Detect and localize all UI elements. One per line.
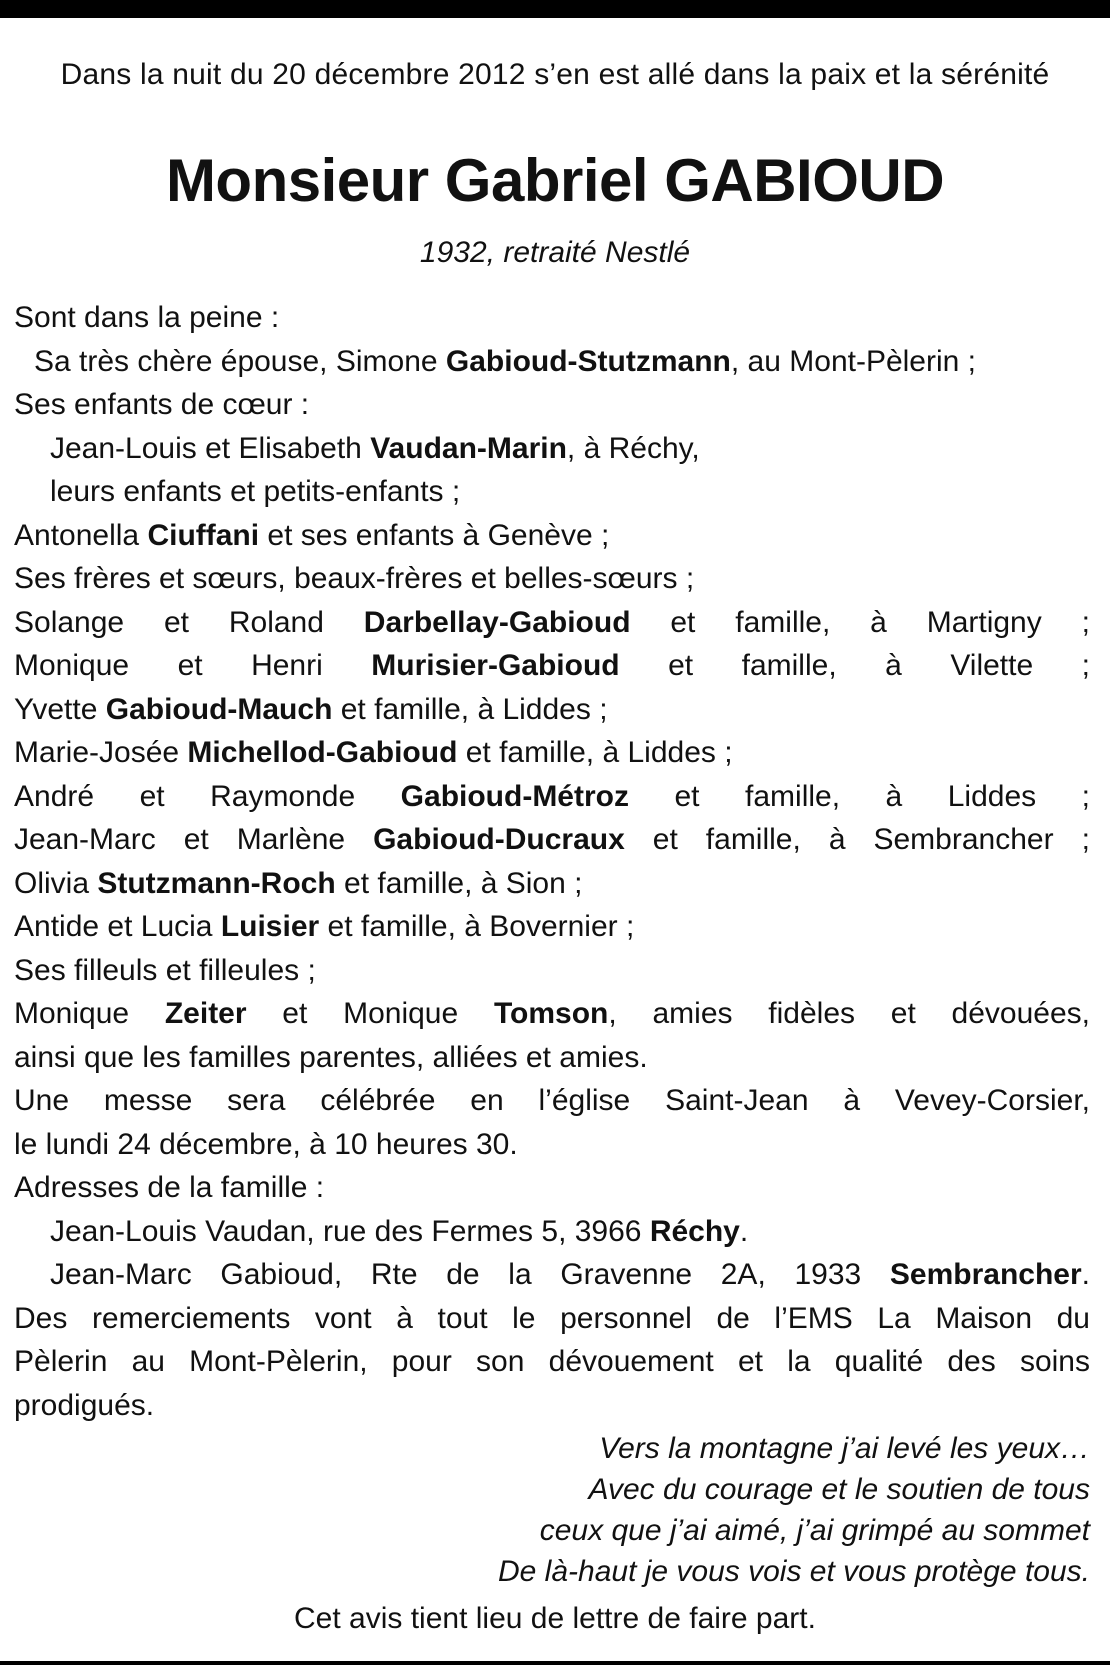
- mourner-line-murisier: Monique et Henri Murisier-Gabioud et famille, à Vilette ;: [14, 649, 1090, 682]
- bottom-border-rule: [0, 1661, 1110, 1665]
- poem: [330, 1428, 1090, 1592]
- mourner-line-vaudan: Jean-Louis et Elisabeth Vaudan-Marin, à Réchy,: [50, 431, 700, 465]
- families-line: ainsi que les familles parentes, alliées et amies.: [14, 1040, 648, 1074]
- mass-date-line: le lundi 24 décembre, à 10 heures 30.: [14, 1127, 518, 1161]
- thanks-line-1: Des remerciements vont à tout le personnel de l’EMS La Maison du: [14, 1301, 1090, 1335]
- mourner-line-friends: Monique Zeiter et Monique Tomson, amies fidèles et dévouées,: [14, 997, 1090, 1030]
- mass-line: Une messe sera célébrée en l’église Saint-Jean à Vevey-Corsier,: [14, 1084, 1090, 1117]
- thanks-line-2: Pèlerin au Mont-Pèlerin, pour son dévouement et la qualité des soins: [14, 1345, 1090, 1378]
- notice-body: [14, 296, 1090, 1427]
- mourner-line-grandchildren: leurs enfants et petits-enfants ;: [50, 475, 461, 508]
- address-line-gabioud: Jean-Marc Gabioud, Rte de la Gravenne 2A, 1933 Sembrancher.: [50, 1258, 1090, 1291]
- children-heading: Ses enfants de cœur :: [14, 388, 310, 421]
- mourner-line-stutzmann-roch: Olivia Stutzmann-Roch et famille, à Sion ;: [14, 866, 583, 900]
- addresses-heading: Adresses de la famille :: [14, 1171, 325, 1204]
- mourner-line-darbellay: Solange et Roland Darbellay-Gabioud et famille, à Martigny ;: [14, 605, 1090, 639]
- mourners-heading: Sont dans la peine :: [14, 301, 280, 334]
- poem-line: De là-haut je vous vois et vous protège tous.: [497, 1555, 1090, 1588]
- poem-line: ceux que j’ai aimé, j’ai grimpé au sommet: [539, 1514, 1090, 1547]
- deceased-name: Monsieur Gabriel GABIOUD: [165, 147, 945, 214]
- siblings-heading: Ses frères et sœurs, beaux-frères et belles-sœurs ;: [14, 562, 695, 595]
- mourner-line-spouse: Sa très chère épouse, Simone Gabioud-Stutzmann, au Mont-Pèlerin ;: [34, 344, 977, 378]
- top-border-rule: [0, 0, 1110, 18]
- mourner-line-ciuffani: Antonella Ciuffani et ses enfants à Genève ;: [14, 518, 610, 552]
- mourner-line-luisier: Antide et Lucia Luisier et famille, à Bovernier ;: [14, 910, 635, 943]
- mourner-line-metroz: André et Raymonde Gabioud-Métroz et famille, à Liddes ;: [14, 779, 1090, 813]
- thanks-line-3: prodigués.: [14, 1388, 155, 1422]
- deceased-subtitle: 1932, retraité Nestlé: [419, 236, 691, 269]
- poem-line: Vers la montagne j’ai levé les yeux…: [599, 1432, 1090, 1465]
- address-line-vaudan: Jean-Louis Vaudan, rue des Fermes 5, 3966 Réchy.: [50, 1214, 749, 1248]
- intro-line: Dans la nuit du 20 décembre 2012 s’en est allé dans la paix et la sérénité: [60, 58, 1050, 91]
- mourner-line-ducraux: Jean-Marc et Marlène Gabioud-Ducraux et famille, à Sembrancher ;: [14, 823, 1090, 856]
- godchildren-heading: Ses filleuls et filleules ;: [14, 953, 316, 987]
- footer-note: Cet avis tient lieu de lettre de faire part.: [294, 1602, 816, 1635]
- mourner-line-mauch: Yvette Gabioud-Mauch et famille, à Liddes ;: [14, 692, 608, 726]
- mourner-line-michellod: Marie-Josée Michellod-Gabioud et famille, à Liddes ;: [14, 736, 733, 769]
- poem-line: Avec du courage et le soutien de tous: [588, 1473, 1090, 1506]
